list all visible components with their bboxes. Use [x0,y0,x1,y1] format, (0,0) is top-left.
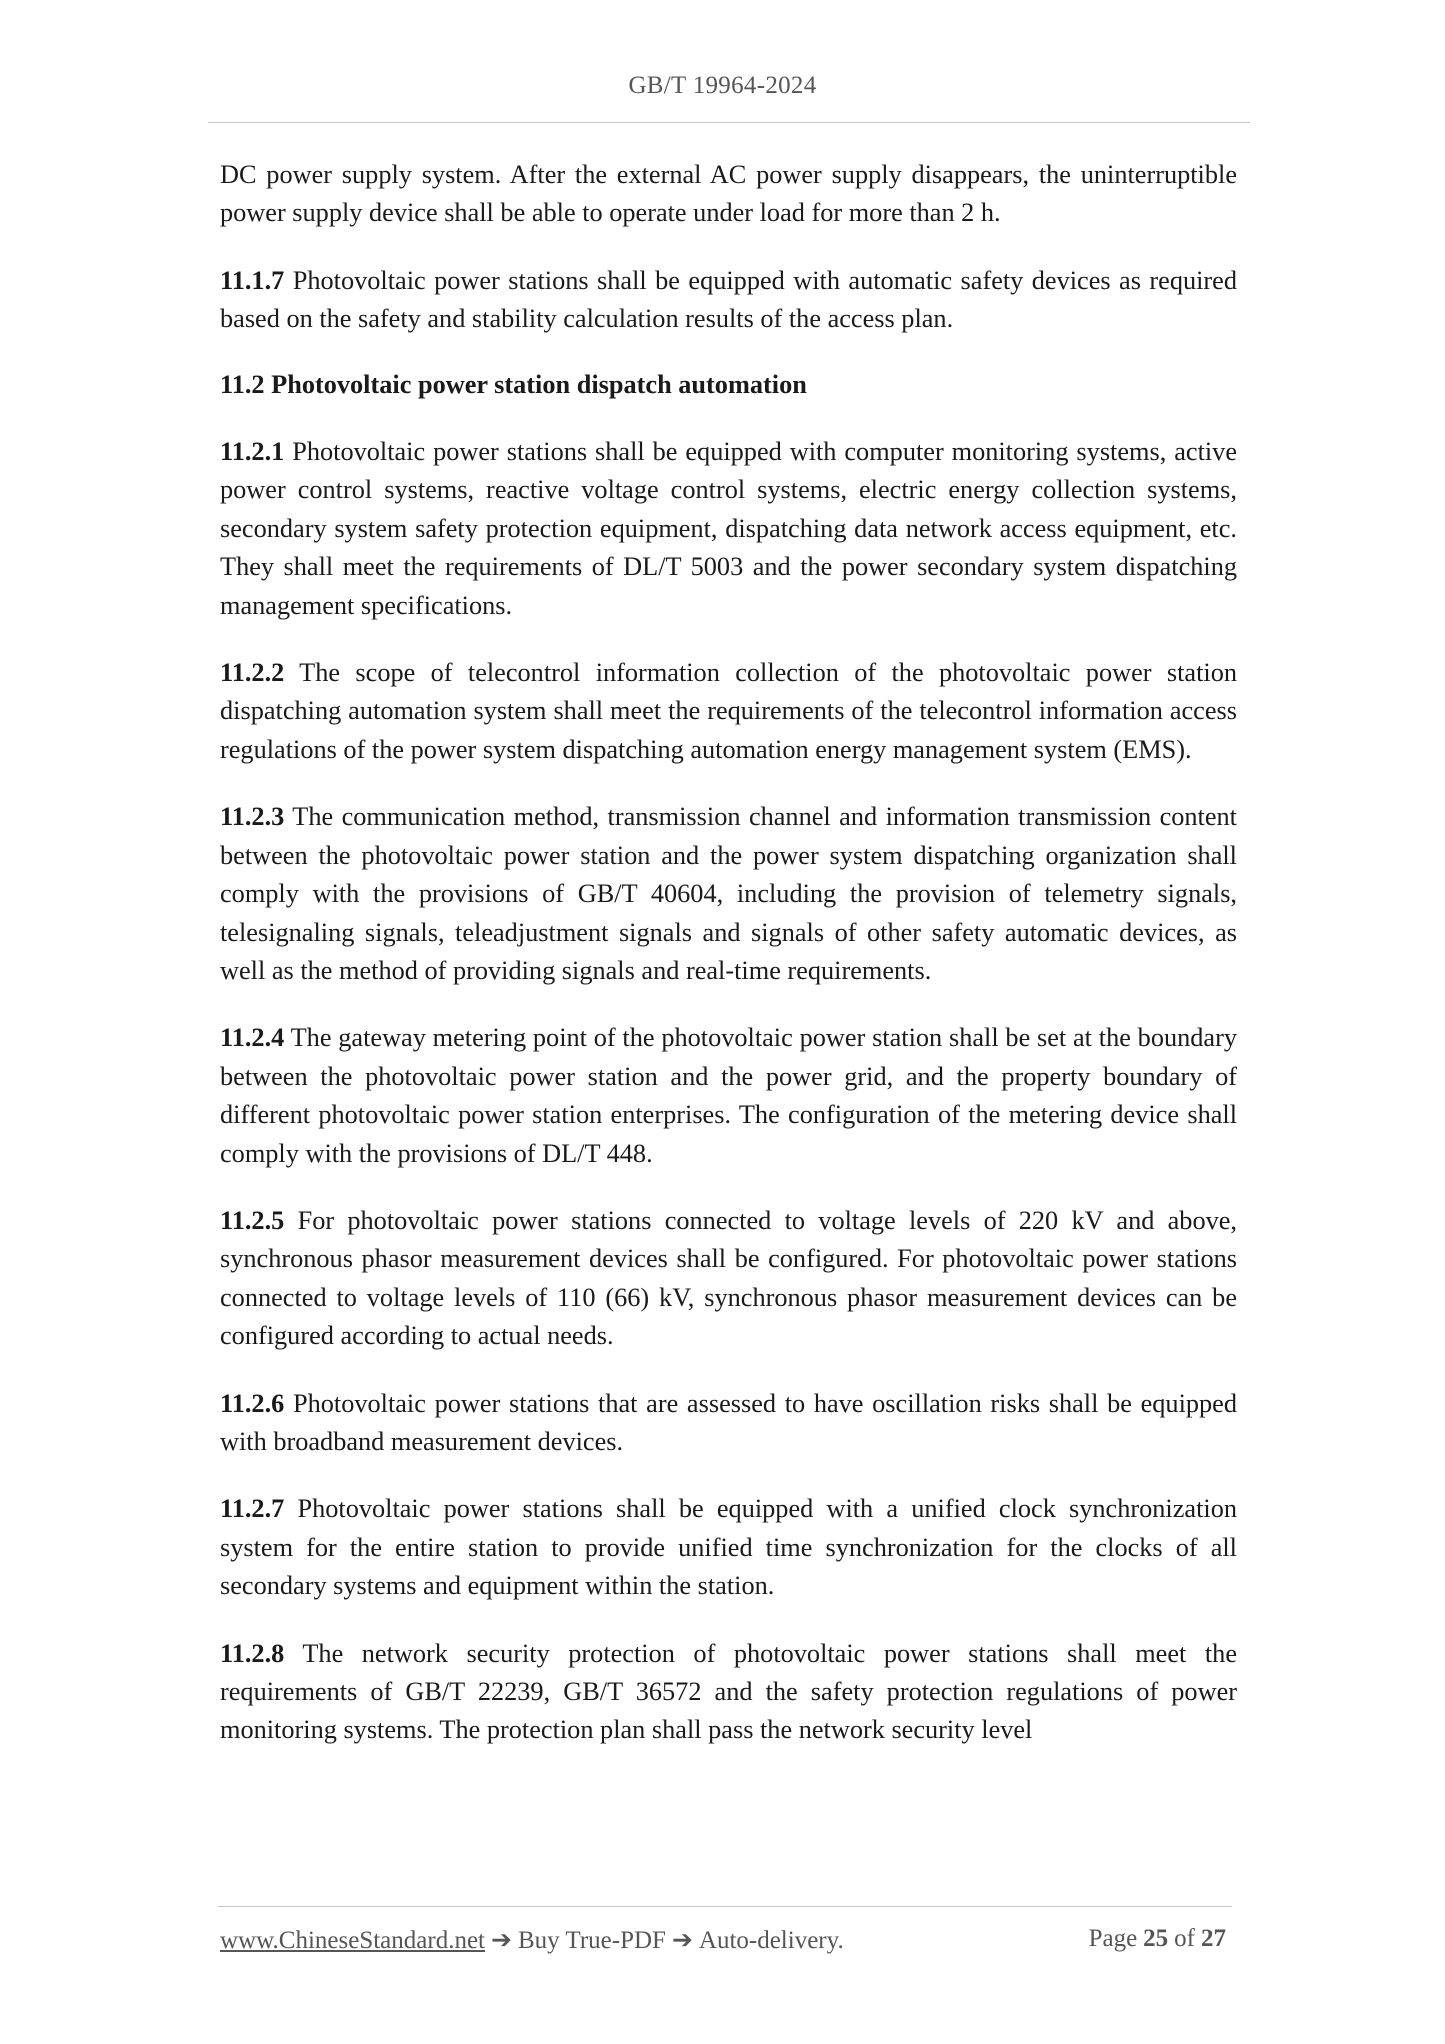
clause-number: 11.2.3 [220,802,285,832]
paragraph-text: DC power supply system. After the external AC power supply disappears, the uninterruptible power supply device shall be able to operate under load for more than 2 h. [220,160,1237,228]
clause-11-2-6 [220,1385,1237,1462]
website-link[interactable]: www.ChineseStandard.net [220,1927,485,1954]
clause-number: 11.2.1 [220,437,285,467]
footer-divider [218,1906,1232,1907]
clause-number: 11.1.7 [220,265,285,295]
clause-number: 11.2.8 [220,1638,285,1668]
clause-11-2-4 [220,1019,1237,1173]
clause-text: The gateway metering point of the photovoltaic power station shall be set at the boundary between the photovoltaic power station and the power grid, and the property boundary of different photovoltaic power station enterprises. The configuration of the metering device shall comply with the provisions of DL/T 448. [220,1023,1237,1168]
arrow-right-icon: ➔ [491,1927,512,1954]
clause-11-2-2 [220,654,1237,769]
page-of-label: of [1174,1925,1195,1952]
delivery-text: Auto-delivery. [698,1927,844,1954]
footer-promo [220,1925,844,1955]
page-label: Page [1088,1925,1138,1952]
arrow-right-icon: ➔ [671,1927,693,1954]
clause-text: The communication method, transmission channel and information transmission content between the photovoltaic power station and the power system dispatching organization shall comply with the provisions of GB/T 40604, including the provision of telemetry signals, telesignaling signals, teleadjustment signals and signals of other safety automatic devices, as well as the method of providing signals and real-time requirements. [220,802,1237,985]
page-current: 25 [1143,1925,1169,1952]
header-divider [208,122,1250,123]
clause-11-2-8 [220,1635,1237,1750]
clause-text: Photovoltaic power stations that are assessed to have oscillation risks shall be equipped with broadband measurement devices. [220,1388,1237,1456]
clause-text: The scope of telecontrol information collection of the photovoltaic power station dispatching automation system shall meet the requirements of the telecontrol information access regulations of the power system dispatching automation energy management system (EMS). [220,658,1237,764]
clause-11-1-7 [220,262,1237,339]
clause-11-2-5 [220,1202,1237,1356]
page-total: 27 [1201,1925,1226,1952]
clause-11-2-3 [220,798,1237,990]
clause-text: Photovoltaic power stations shall be equipped with automatic safety devices as required based on the safety and stability calculation results of the access plan. [220,265,1237,334]
clause-number: 11.2.2 [220,658,285,688]
page-indicator [1089,1925,1232,1953]
clause-text: Photovoltaic power stations shall be equipped with computer monitoring systems, active power control systems, reactive voltage control systems, electric energy collection systems, secondary system safety protection equipment, dispatching data network access equipment, etc. They shall meet the requirements of DL/T 5003 and the power secondary system dispatching management specifications. [220,437,1237,620]
document-body [220,156,1237,1779]
clause-number: 11.2.5 [220,1205,285,1235]
buy-text: Buy True-PDF [517,1927,666,1954]
clause-number: 11.2.4 [220,1023,285,1053]
paragraph-continuation [220,156,1237,233]
page-footer [220,1925,1232,1961]
clause-number: 11.2.6 [220,1388,285,1418]
clause-11-2-7 [220,1490,1237,1605]
clause-11-2-1 [220,433,1237,625]
clause-text: For photovoltaic power stations connected to voltage levels of 220 kV and above, synchronous phasor measurement devices shall be configured. For photovoltaic power stations connected to voltage levels of 110 (66) kV, synchronous phasor measurement devices can be configured according to actual needs. [220,1205,1237,1351]
clause-text: Photovoltaic power stations shall be equipped with a unified clock synchronization system for the entire station to provide unified time synchronization for the clocks of all secondary systems and equipment within the station. [220,1494,1237,1601]
clause-number: 11.2.7 [220,1494,285,1524]
section-heading-11-2: 11.2 Photovoltaic power station dispatch automation [220,369,807,399]
document-code: GB/T 19964-2024 [628,72,817,99]
clause-text: The network security protection of photovoltaic power stations shall meet the requirements of GB/T 22239, GB/T 36572 and the safety protection regulations of power monitoring systems. The protection plan shall pass the network security level [220,1638,1237,1745]
